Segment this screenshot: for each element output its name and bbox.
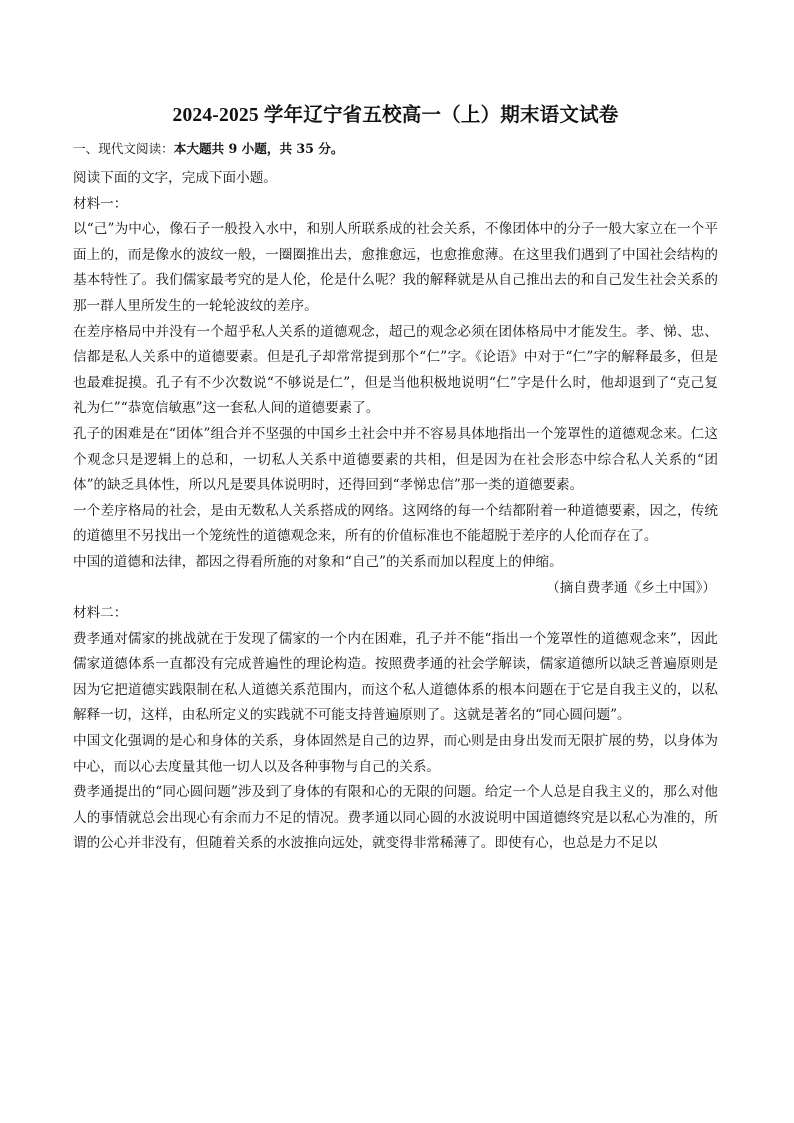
reading-instruction: 阅读下面的文字，完成下面小题。 xyxy=(73,170,277,186)
section-heading xyxy=(73,139,718,159)
material-two-paragraph: 费孝通对儒家的挑战就在于发现了儒家的一个内在困难，孔子并不能“指出一个笼罩性的道德观念来”，因此儒家道德体系一直都没有完成普遍性的理论构造。按照费孝通的社会学解读，儒家道德所以缺乏普遍原则是因为它把道德实践限制在私人道德关系范围内，而这个私人道德体系的根本问题在于它是自我主义的，以私解释一切，这样，由私所定义的实践就不可能支持普遍原则了。这就是著名的“同心圆问题”。 xyxy=(73,630,718,724)
material-one-paragraph: 孔子的困难是在“团体”组合并不坚强的中国乡土社会中并不容易具体地指出一个笼罩性的道德观念来。仁这个观念只是逻辑上的总和，一切私人关系中道德要素的共相，但是因为在社会形态中综合私人关系的“团体”的缺乏具体性，所以凡是要具体说明时，还得回到“孝悌忠信”那一类的道德要素。 xyxy=(73,425,718,494)
material-one-paragraph: 在差序格局中并没有一个超乎私人关系的道德观念，超己的观念必须在团体格局中才能发生。孝、悌、忠、信都是私人关系中的道德要素。但是孔子却常常提到那个“仁”字。《论语》中对于“仁”字的解释最多，但是也最难捉摸。孔子有不少次数说“不够说是仁”，但是当他积极地说明“仁”字是什么时，他却退到了“克己复礼为仁”“恭宽信敏惠”这一套私人间的道德要素了。 xyxy=(73,323,718,417)
material-two-label: 材料二： xyxy=(73,605,128,622)
material-two-paragraph: 费孝通提出的“同心圆问题”涉及到了身体的有限和心的无限的问题。给定一个人总是自我主义的，那么对他人的事情就总会出现心有余而力不足的情况。费孝通以同心圆的水波说明中国道德终究是以私心为准的，所谓的公心并非没有，但随着关系的水波推向远处，就变得非常稀薄了。即使有心，也总是力不足以 xyxy=(73,784,718,852)
page-content xyxy=(73,102,718,857)
material-one-paragraph: 以“己”为中心，像石子一般投入水中，和别人所联系成的社会关系，不像团体中的分子一般大家立在一个平面上的，而是像水的波纹一般，一圈圈推出去，愈推愈远，也愈推愈薄。在这里我们遇到了中国社会结构的基本特性了。我们儒家最考究的是人伦，伦是什么呢？我的解释就是从自己推出去的和自己发生社会关系的那一群人里所发生的一轮轮波纹的差序。 xyxy=(73,221,718,314)
section-description: 本大题共 9 小题，共 35 分。 xyxy=(173,141,344,156)
exam-title: 2024-2025 学年辽宁省五校高一（上）期末语文试卷 xyxy=(172,105,619,126)
material-one-label: 材料一： xyxy=(73,195,128,212)
material-one-paragraph: 一个差序格局的社会，是由无数私人关系搭成的网络。这网络的每一个结都附着一种道德要素，因之，传统的道德里不另找出一个笼统性的道德观念来，所有的价值标准也不能超脱于差序的人伦而存在了。 xyxy=(73,502,718,545)
section-prefix: 一、现代文阅读： xyxy=(73,141,174,156)
material-one-source: （摘自费孝通《乡土中国》） xyxy=(546,579,716,596)
material-two-paragraph: 中国文化强调的是心和身体的关系，身体固然是自己的边界，而心则是由身出发而无限扩展的势，以身体为中心，而以心去度量其他一切人以及各种事物与自己的关系。 xyxy=(73,733,718,775)
material-one-paragraph: 中国的道德和法律，都因之得看所施的对象和“自己”的关系而加以程度上的伸缩。 xyxy=(73,553,563,570)
